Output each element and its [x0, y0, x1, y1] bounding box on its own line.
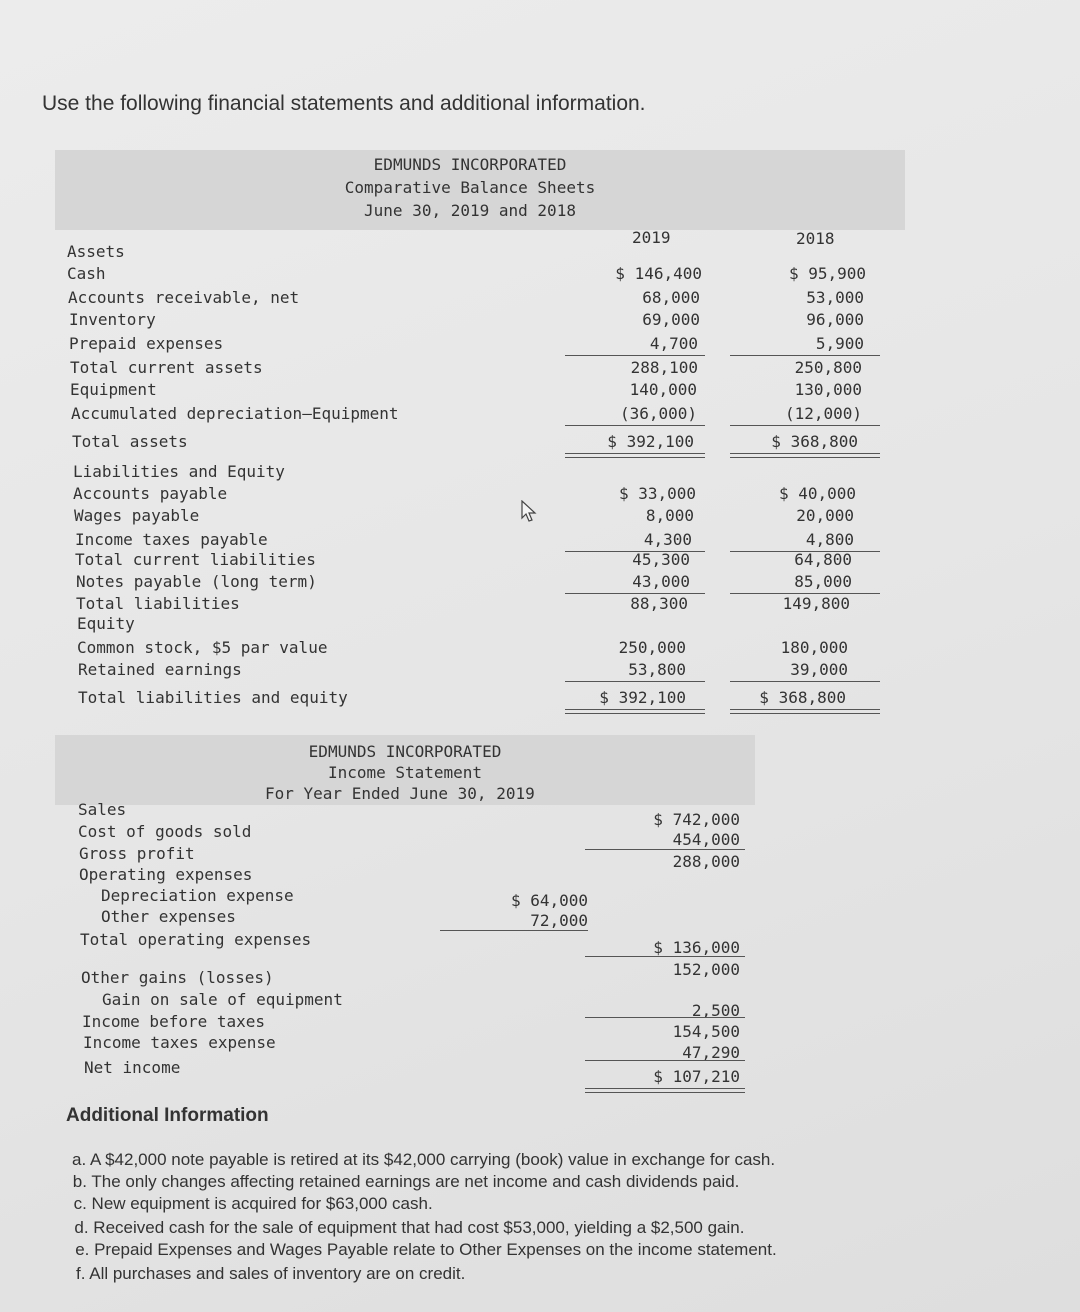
is-row-label: Income taxes expense [83, 1033, 276, 1052]
bs-row-label: Total current liabilities [75, 550, 316, 569]
bs-value-2019: 250,000 [618, 638, 686, 657]
bs-value-2018: 64,800 [794, 550, 852, 569]
bs-title: Comparative Balance Sheets [344, 178, 596, 197]
bs-row-label: Income taxes payable [75, 530, 268, 549]
is-outer-value: 154,500 [672, 1022, 740, 1041]
bs-value-2018: 20,000 [796, 506, 854, 525]
bs-value-2018: 149,800 [782, 594, 850, 613]
bs-value-2018: (12,000) [784, 404, 862, 423]
additional-item: e. Prepaid Expenses and Wages Payable relate to Other Expenses on the income statement. [75, 1240, 777, 1259]
bs-underline [730, 425, 880, 426]
bs-row-label: Total assets [72, 432, 188, 451]
bs-value-2018: $ 368,800 [759, 688, 846, 707]
bs-row-label: Inventory [69, 310, 156, 329]
is-inner-value: $ 64,000 [510, 891, 588, 910]
bs-value-2018: 96,000 [806, 310, 864, 329]
is-outer-value: 454,000 [672, 830, 740, 849]
is-row-label: Net income [84, 1058, 181, 1077]
bs-value-2018: 180,000 [780, 638, 848, 657]
bs-row-label: Accounts receivable, net [68, 288, 300, 307]
bs-underline [565, 681, 705, 682]
is-row-label: Income before taxes [82, 1012, 266, 1031]
bs-col-2019: 2019 [632, 228, 671, 247]
bs-underline [730, 355, 880, 356]
bs-row-label: Total current assets [70, 358, 263, 377]
mouse-cursor-icon [520, 500, 538, 522]
is-underline [585, 1060, 745, 1061]
bs-double-underline [565, 709, 705, 714]
bs-row-label: Notes payable (long term) [76, 572, 317, 591]
is-row-label: Other expenses [101, 907, 236, 926]
bs-underline [730, 681, 880, 682]
is-underline [585, 849, 745, 850]
bs-value-2018: $ 368,800 [771, 432, 858, 451]
is-underline [585, 956, 745, 957]
bs-value-2019: 43,000 [632, 572, 690, 591]
bs-double-underline [730, 453, 880, 458]
bs-value-2018: 5,900 [815, 334, 864, 353]
bs-row-label: Prepaid expenses [69, 334, 224, 353]
is-row-label: Sales [78, 800, 127, 819]
bs-value-2018: 130,000 [794, 380, 862, 399]
is-outer-value: 152,000 [672, 960, 740, 979]
is-underline [585, 1017, 745, 1018]
bs-row-label: Cash [67, 264, 106, 283]
bs-date: June 30, 2019 and 2018 [364, 201, 576, 220]
bs-value-2018: 39,000 [790, 660, 848, 679]
is-outer-value: $ 107,210 [653, 1067, 740, 1086]
bs-value-2019: 68,000 [642, 288, 700, 307]
additional-item: a. A $42,000 note payable is retired at its $42,000 carrying (book) value in exchange for cash. [72, 1150, 776, 1169]
is-row-label: Gross profit [79, 844, 195, 863]
bs-double-underline [730, 709, 880, 714]
additional-item: b. The only changes affecting retained earnings are net income and cash dividends paid. [72, 1172, 740, 1191]
bs-value-2019: $ 33,000 [618, 484, 696, 503]
bs-value-2018: 4,800 [805, 530, 854, 549]
bs-row-label: Retained earnings [78, 660, 242, 679]
bs-value-2019: 53,800 [628, 660, 686, 679]
is-row-label: Total operating expenses [80, 930, 312, 949]
is-outer-value: 2,500 [691, 1001, 740, 1020]
bs-value-2018: $ 95,900 [788, 264, 866, 283]
bs-value-2018: 250,800 [794, 358, 862, 377]
bs-value-2018: $ 40,000 [778, 484, 856, 503]
bs-value-2018: 85,000 [794, 572, 852, 591]
bs-value-2019: $ 146,400 [615, 264, 702, 283]
bs-value-2019: $ 392,100 [607, 432, 694, 451]
bs-row-label: Assets [67, 242, 125, 261]
bs-row-label: Accounts payable [73, 484, 228, 503]
bs-value-2019: 69,000 [642, 310, 700, 329]
additional-title: Additional Information [66, 1105, 269, 1126]
bs-value-2018: 53,000 [806, 288, 864, 307]
bs-value-2019: 88,300 [630, 594, 688, 613]
additional-item: c. New equipment is acquired for $63,000 cash. [73, 1194, 433, 1213]
bs-col-2018: 2018 [796, 229, 835, 248]
bs-row-label: Equity [77, 614, 135, 633]
bs-value-2019: 288,100 [630, 358, 698, 377]
is-row-label: Operating expenses [79, 865, 253, 884]
bs-value-2019: 140,000 [629, 380, 697, 399]
is-company-name: EDMUNDS INCORPORATED [308, 742, 502, 761]
bs-value-2019: 8,000 [645, 506, 694, 525]
bs-row-label: Total liabilities and equity [78, 688, 348, 707]
is-title: Income Statement [327, 763, 483, 782]
bs-double-underline [565, 453, 705, 458]
additional-item: f. All purchases and sales of inventory are on credit. [76, 1264, 466, 1283]
bs-value-2019: 45,300 [632, 550, 690, 569]
bs-value-2019: 4,700 [649, 334, 698, 353]
bs-company-name: EDMUNDS INCORPORATED [373, 155, 567, 174]
bs-underline [565, 355, 705, 356]
is-outer-value: 47,290 [682, 1043, 740, 1062]
is-row-label: Gain on sale of equipment [102, 990, 343, 1009]
bs-row-label: Equipment [70, 380, 157, 399]
is-outer-value: 288,000 [672, 852, 740, 871]
bs-underline [565, 425, 705, 426]
bs-value-2019: 4,300 [643, 530, 692, 549]
is-row-label: Depreciation expense [101, 886, 294, 905]
additional-item: d. Received cash for the sale of equipment that had cost $53,000, yielding a $2,500 gain. [74, 1218, 745, 1237]
is-double-underline [585, 1088, 745, 1093]
bs-row-label: Wages payable [74, 506, 200, 525]
bs-value-2019: $ 392,100 [599, 688, 686, 707]
is-row-label: Other gains (losses) [81, 968, 274, 987]
is-outer-value: $ 742,000 [653, 810, 740, 829]
is-period: For Year Ended June 30, 2019 [265, 784, 535, 803]
is-underline [440, 930, 588, 931]
bs-row-label: Accumulated depreciation—Equipment [71, 404, 399, 423]
intro-text: Use the following financial statements and additional information. [42, 92, 646, 115]
bs-row-label: Liabilities and Equity [73, 462, 285, 481]
is-inner-value: 72,000 [530, 911, 588, 930]
bs-row-label: Common stock, $5 par value [77, 638, 328, 657]
bs-row-label: Total liabilities [76, 594, 240, 613]
bs-value-2019: (36,000) [619, 404, 697, 423]
is-row-label: Cost of goods sold [78, 822, 252, 841]
is-outer-value: $ 136,000 [653, 938, 740, 957]
